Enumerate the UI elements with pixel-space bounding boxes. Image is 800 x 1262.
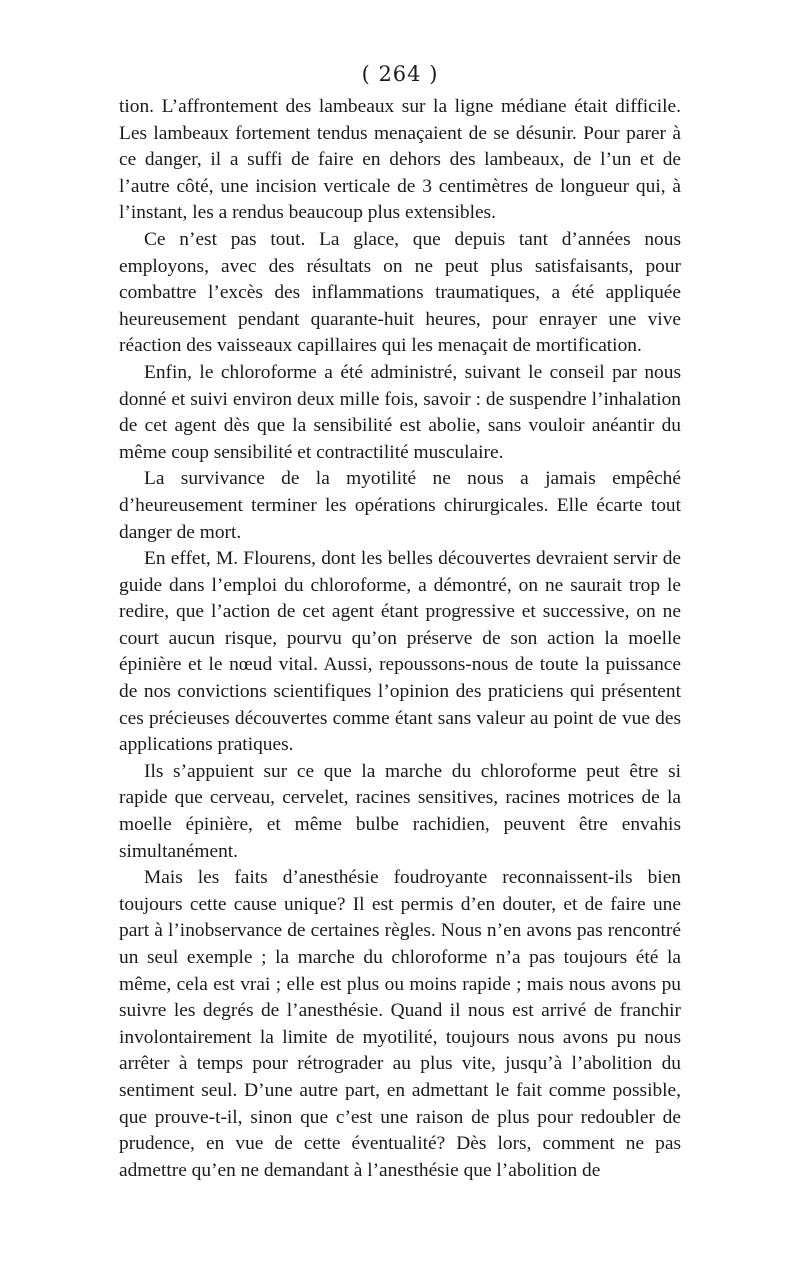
page-number: ( 264 ) bbox=[361, 62, 439, 86]
paragraph-4: La survivance de la myotilité ne nous a jamais empêché d’heureusement terminer les opérations chirurgicales. Elle écarte tout danger de mort. bbox=[119, 468, 681, 543]
paragraph-6: Ils s’appuient sur ce que la marche du chloroforme peut être si rapide que cerveau, cervelet, racines sensitives, racines motrices de la moelle épinière, et même bulbe rachidien, peuvent être envahis simultanément. bbox=[119, 760, 681, 862]
paragraph-7: Mais les faits d’anesthésie foudroyante reconnaissent-ils bien toujours cette cause unique? Il est permis d’en douter, et de faire une part à l’inobservance de certaines règles. Nous n’en avons pas rencontré un seul exemple ; la marche du chloroforme n’a pas toujours été la même, cela est vrai ; elle est plus ou moins rapide ; mais nous avons pu suivre les degrés de l’anesthésie. Quand il nous est arrivé de franchir involontairement la limite de myotilité, toujours nous avons pu nous arrêter à temps pour rétrograder au plus vite, jusqu’à l’abolition du sentiment seul. D’une autre part, en admettant le fait comme possible, que prouve-t-il, sinon que c’est une raison de plus pour redoubler de prudence, en vue de cette éventualité? Dès lors, comment ne pas admettre qu’en ne demandant à l’anesthésie que l’abolition de bbox=[119, 867, 681, 1181]
paragraph-1: tion. L’affrontement des lambeaux sur la ligne médiane était difficile. Les lambeaux fortement tendus menaçaient de se désunir. Pour parer à ce danger, il a suffi de faire en dehors des lambeaux, de l’un et de l’autre côté, une incision verticale de 3 centimètres de longueur qui, à l’instant, les a rendus beaucoup plus extensibles. bbox=[119, 96, 681, 224]
paragraph-5: En effet, M. Flourens, dont les belles découvertes devraient servir de guide dans l’emploi du chloroforme, a démontré, on ne saurait trop le redire, que l’action de cet agent étant progressive et successive, on ne court aucun risque, pourvu qu’on préserve de son action la moelle épinière et le nœud vital. Aussi, repoussons-nous de toute la puissance de nos convictions scientifiques l’opinion des praticiens qui présentent ces précieuses découvertes comme étant sans valeur au point de vue des applications pratiques. bbox=[119, 548, 681, 756]
paragraph-2: Ce n’est pas tout. La glace, que depuis tant d’années nous employons, avec des résultats on ne peut plus satisfaisants, pour combattre l’excès des inflammations traumatiques, a été appliquée heureusement pendant quarante-huit heures, pour enrayer une vive réaction des vaisseaux capillaires qui les menaçait de mortification. bbox=[119, 228, 681, 357]
body-text bbox=[119, 94, 681, 1184]
paragraph-3: Enfin, le chloroforme a été administré, suivant le conseil par nous donné et suivi environ deux mille fois, savoir : de suspendre l’inhalation de cet agent dès que la sensibilité est abolie, sans vouloir anéantir du même coup sensibilité et contractilité musculaire. bbox=[119, 361, 681, 463]
